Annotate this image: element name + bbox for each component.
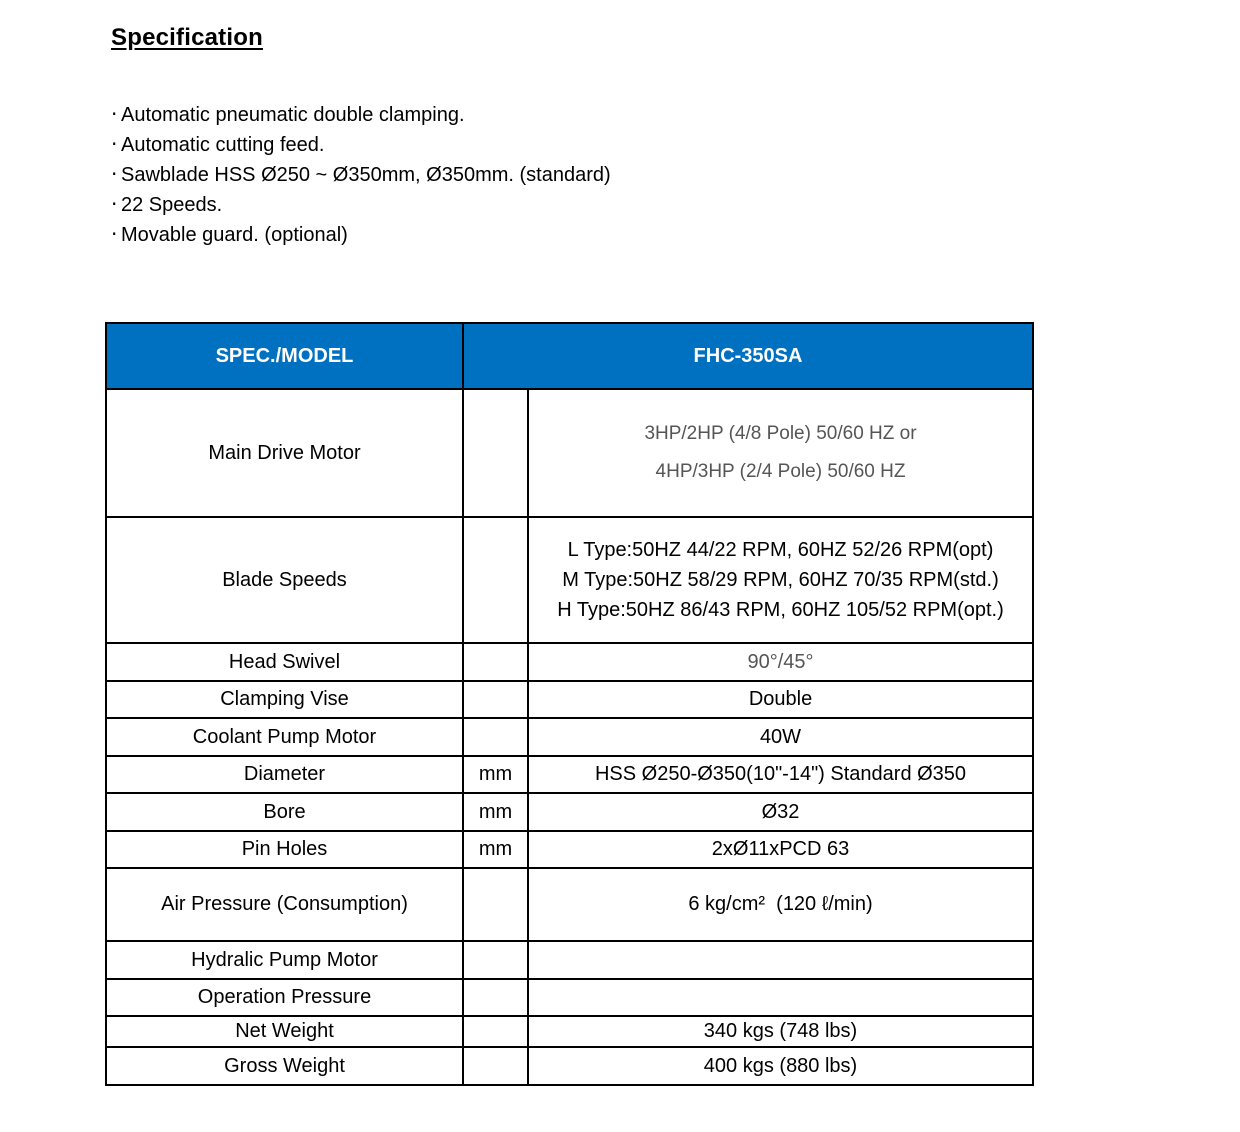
row-unit xyxy=(463,517,528,643)
table-row xyxy=(106,979,1033,1016)
row-value: Double xyxy=(528,681,1033,718)
row-label: Bore xyxy=(106,793,463,831)
row-value: 2xØ11xPCD 63 xyxy=(528,831,1033,868)
motor-line: 4HP/3HP (2/4 Pole) 50/60 HZ xyxy=(655,461,906,482)
list-item xyxy=(111,100,611,130)
feature-text: 22 Speeds. xyxy=(121,194,223,216)
table-row xyxy=(106,643,1033,681)
row-unit xyxy=(463,643,528,681)
row-unit xyxy=(463,868,528,941)
list-item xyxy=(111,220,611,250)
bullet-icon: ‧ xyxy=(111,104,118,126)
speed-line: M Type:50HZ 58/29 RPM, 60HZ 70/35 RPM(std.) xyxy=(562,569,999,591)
row-unit xyxy=(463,941,528,979)
row-value: 340 kgs (748 lbs) xyxy=(528,1016,1033,1047)
row-value: HSS Ø250-Ø350(10"-14") Standard Ø350 xyxy=(528,756,1033,793)
row-unit: mm xyxy=(463,831,528,868)
feature-text: Movable guard. (optional) xyxy=(121,224,348,246)
row-unit xyxy=(463,681,528,718)
row-unit xyxy=(463,389,528,517)
row-unit xyxy=(463,1047,528,1085)
bullet-icon: ‧ xyxy=(111,134,118,156)
speed-line: L Type:50HZ 44/22 RPM, 60HZ 52/26 RPM(opt) xyxy=(567,539,994,561)
row-value: 6 kg/cm² (120 ℓ/min) xyxy=(528,868,1033,941)
motor-line: 3HP/2HP (4/8 Pole) 50/60 HZ or xyxy=(644,423,917,444)
row-unit: mm xyxy=(463,793,528,831)
table-row xyxy=(106,1016,1033,1047)
row-value xyxy=(528,389,1033,517)
row-label: Net Weight xyxy=(106,1016,463,1047)
row-value: 40W xyxy=(528,718,1033,756)
table-row xyxy=(106,868,1033,941)
row-label: Operation Pressure xyxy=(106,979,463,1016)
row-value xyxy=(528,979,1033,1016)
row-label: Head Swivel xyxy=(106,643,463,681)
feature-list xyxy=(111,100,611,250)
table-row xyxy=(106,941,1033,979)
table-row xyxy=(106,718,1033,756)
bullet-icon: ‧ xyxy=(111,224,118,246)
row-value: 90°/45° xyxy=(528,643,1033,681)
row-label: Clamping Vise xyxy=(106,681,463,718)
table-row xyxy=(106,793,1033,831)
header-spec-model: SPEC./MODEL xyxy=(106,323,463,389)
row-label: Air Pressure (Consumption) xyxy=(106,868,463,941)
row-unit xyxy=(463,718,528,756)
list-item xyxy=(111,160,611,190)
spec-table xyxy=(105,322,1034,1086)
table-row xyxy=(106,831,1033,868)
list-item xyxy=(111,130,611,160)
feature-text: Automatic cutting feed. xyxy=(121,134,325,156)
table-row xyxy=(106,517,1033,643)
table-row xyxy=(106,681,1033,718)
row-label: Gross Weight xyxy=(106,1047,463,1085)
row-label: Hydralic Pump Motor xyxy=(106,941,463,979)
row-label: Blade Speeds xyxy=(106,517,463,643)
row-value: Ø32 xyxy=(528,793,1033,831)
list-item xyxy=(111,190,611,220)
feature-text: Automatic pneumatic double clamping. xyxy=(121,104,465,126)
row-unit xyxy=(463,1016,528,1047)
speed-line: H Type:50HZ 86/43 RPM, 60HZ 105/52 RPM(opt.) xyxy=(557,599,1004,621)
row-value: 400 kgs (880 lbs) xyxy=(528,1047,1033,1085)
bullet-icon: ‧ xyxy=(111,194,118,216)
row-unit xyxy=(463,979,528,1016)
table-row xyxy=(106,1047,1033,1085)
table-row xyxy=(106,389,1033,517)
header-model-name: FHC-350SA xyxy=(463,323,1033,389)
page-title: Specification xyxy=(111,24,263,51)
table-row xyxy=(106,756,1033,793)
row-label: Pin Holes xyxy=(106,831,463,868)
bullet-icon: ‧ xyxy=(111,164,118,186)
row-value xyxy=(528,517,1033,643)
row-unit: mm xyxy=(463,756,528,793)
row-label: Diameter xyxy=(106,756,463,793)
row-label: Main Drive Motor xyxy=(106,389,463,517)
feature-text: Sawblade HSS Ø250 ~ Ø350mm, Ø350mm. (standard) xyxy=(121,164,611,186)
row-value xyxy=(528,941,1033,979)
table-header-row xyxy=(106,323,1033,389)
row-label: Coolant Pump Motor xyxy=(106,718,463,756)
